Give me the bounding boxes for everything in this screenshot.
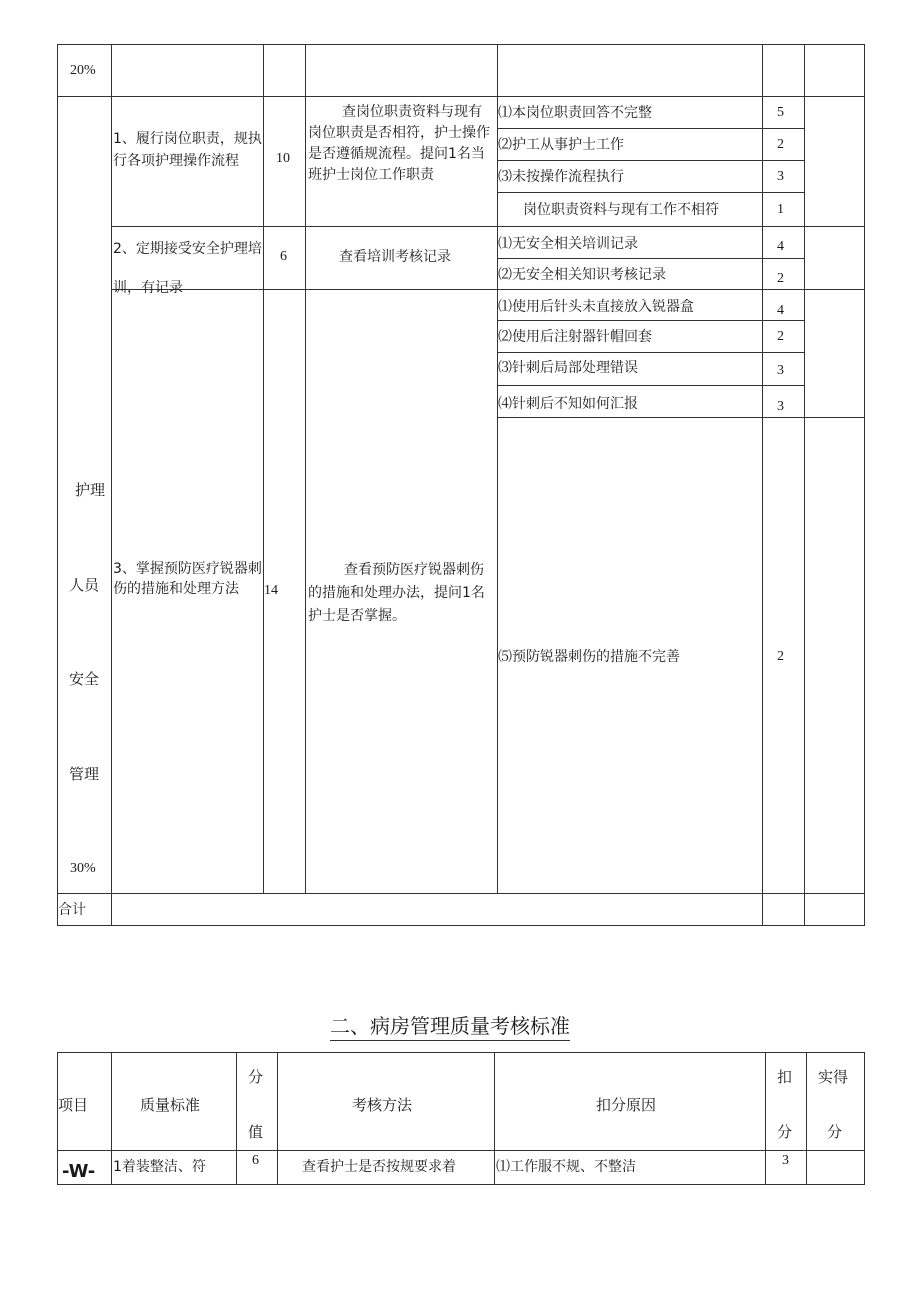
header-standard: 质量标准	[140, 1096, 201, 1114]
header-deduct-1: 扣	[777, 1068, 793, 1086]
item-3-deduct-4: 3	[777, 399, 784, 414]
header-deduct-2: 分	[777, 1123, 793, 1141]
item-3-reason-3: ⑶针刺后局部处理错误	[498, 360, 638, 376]
item-1-deduct-2: 2	[777, 137, 784, 152]
item-3-deduct-1: 4	[777, 303, 784, 318]
category-label-2: 人员	[69, 576, 100, 594]
header-method: 考核方法	[352, 1096, 413, 1114]
item-2-standard: 2、定期接受安全护理培训，有记录	[113, 241, 262, 296]
item-1-reason-4: 岗位职责资料与现有工作不相符	[523, 202, 719, 218]
item-1-deduct-3: 3	[777, 169, 784, 184]
top-row-weight: 20%	[70, 63, 96, 78]
item-2-score: 6	[280, 249, 287, 264]
item-1-reason-3: ⑶未按操作流程执行	[498, 169, 624, 185]
item-1-deduct-4: 1	[777, 202, 784, 217]
item-3-reason-4: ⑷针刺后不知如何汇报	[498, 396, 638, 412]
row1-item: -W-	[62, 1161, 96, 1182]
category-label-1: 护理	[75, 481, 106, 499]
header-score-1: 分	[248, 1068, 264, 1086]
item-2-deduct-2: 2	[777, 271, 784, 286]
total-label: 合计	[58, 902, 86, 918]
header-actual-2: 分	[827, 1123, 843, 1141]
item-3-score: 14	[264, 583, 278, 598]
header-score-2: 值	[248, 1123, 264, 1141]
item-2-reason-2: ⑵无安全相关知识考核记录	[498, 267, 666, 283]
item-3-method: 查看预防医疗锐器刺伤的措施和处理办法，提问1名护士是否掌握。	[308, 562, 485, 624]
item-3-deduct-3: 3	[777, 363, 784, 378]
header-item: 项目	[58, 1096, 89, 1114]
category-weight: 30%	[70, 861, 96, 876]
item-1-standard: 1、履行岗位职责，规执行各项护理操作流程	[113, 131, 262, 169]
item-1-deduct-1: 5	[777, 105, 784, 120]
item-3-standard: 3、掌握预防医疗锐器刺伤的措施和处理方法	[113, 561, 262, 597]
item-1-score: 10	[276, 151, 290, 166]
row1-method: 查看护士是否按规要求着	[302, 1159, 456, 1175]
row1-standard: 1着装整洁、符	[113, 1159, 206, 1175]
category-label-4: 管理	[69, 765, 100, 783]
item-3-reason-1: ⑴使用后针头未直接放入锐器盒	[498, 299, 694, 315]
header-reason: 扣分原因	[596, 1096, 657, 1114]
section-2-title: 二、病房管理质量考核标准	[330, 1013, 570, 1041]
item-1-reason-1: ⑴本岗位职责回答不完整	[498, 105, 652, 121]
item-3-deduct-2: 2	[777, 329, 784, 344]
item-2-reason-1: ⑴无安全相关培训记录	[498, 236, 638, 252]
item-3-reason-5: ⑸预防锐器刺伤的措施不完善	[498, 649, 680, 665]
row1-reason: ⑴工作服不规、不整洁	[496, 1159, 636, 1175]
header-actual-1: 实得	[818, 1068, 849, 1086]
item-1-reason-2: ⑵护工从事护士工作	[498, 137, 624, 153]
category-label-3: 安全	[69, 670, 100, 688]
row1-score: 6	[252, 1153, 259, 1168]
item-3-deduct-5: 2	[777, 649, 784, 664]
item-3-reason-2: ⑵使用后注射器针帽回套	[498, 329, 652, 345]
item-2-deduct-1: 4	[777, 239, 784, 254]
item-1-method: 查岗位职责资料与现有岗位职责是否相符，护士操作是否遵循规流程。提问1名当班护士岗位工作职责	[308, 104, 490, 183]
row1-deduct: 3	[782, 1153, 789, 1168]
item-2-method: 查看培训考核记录	[339, 249, 451, 265]
